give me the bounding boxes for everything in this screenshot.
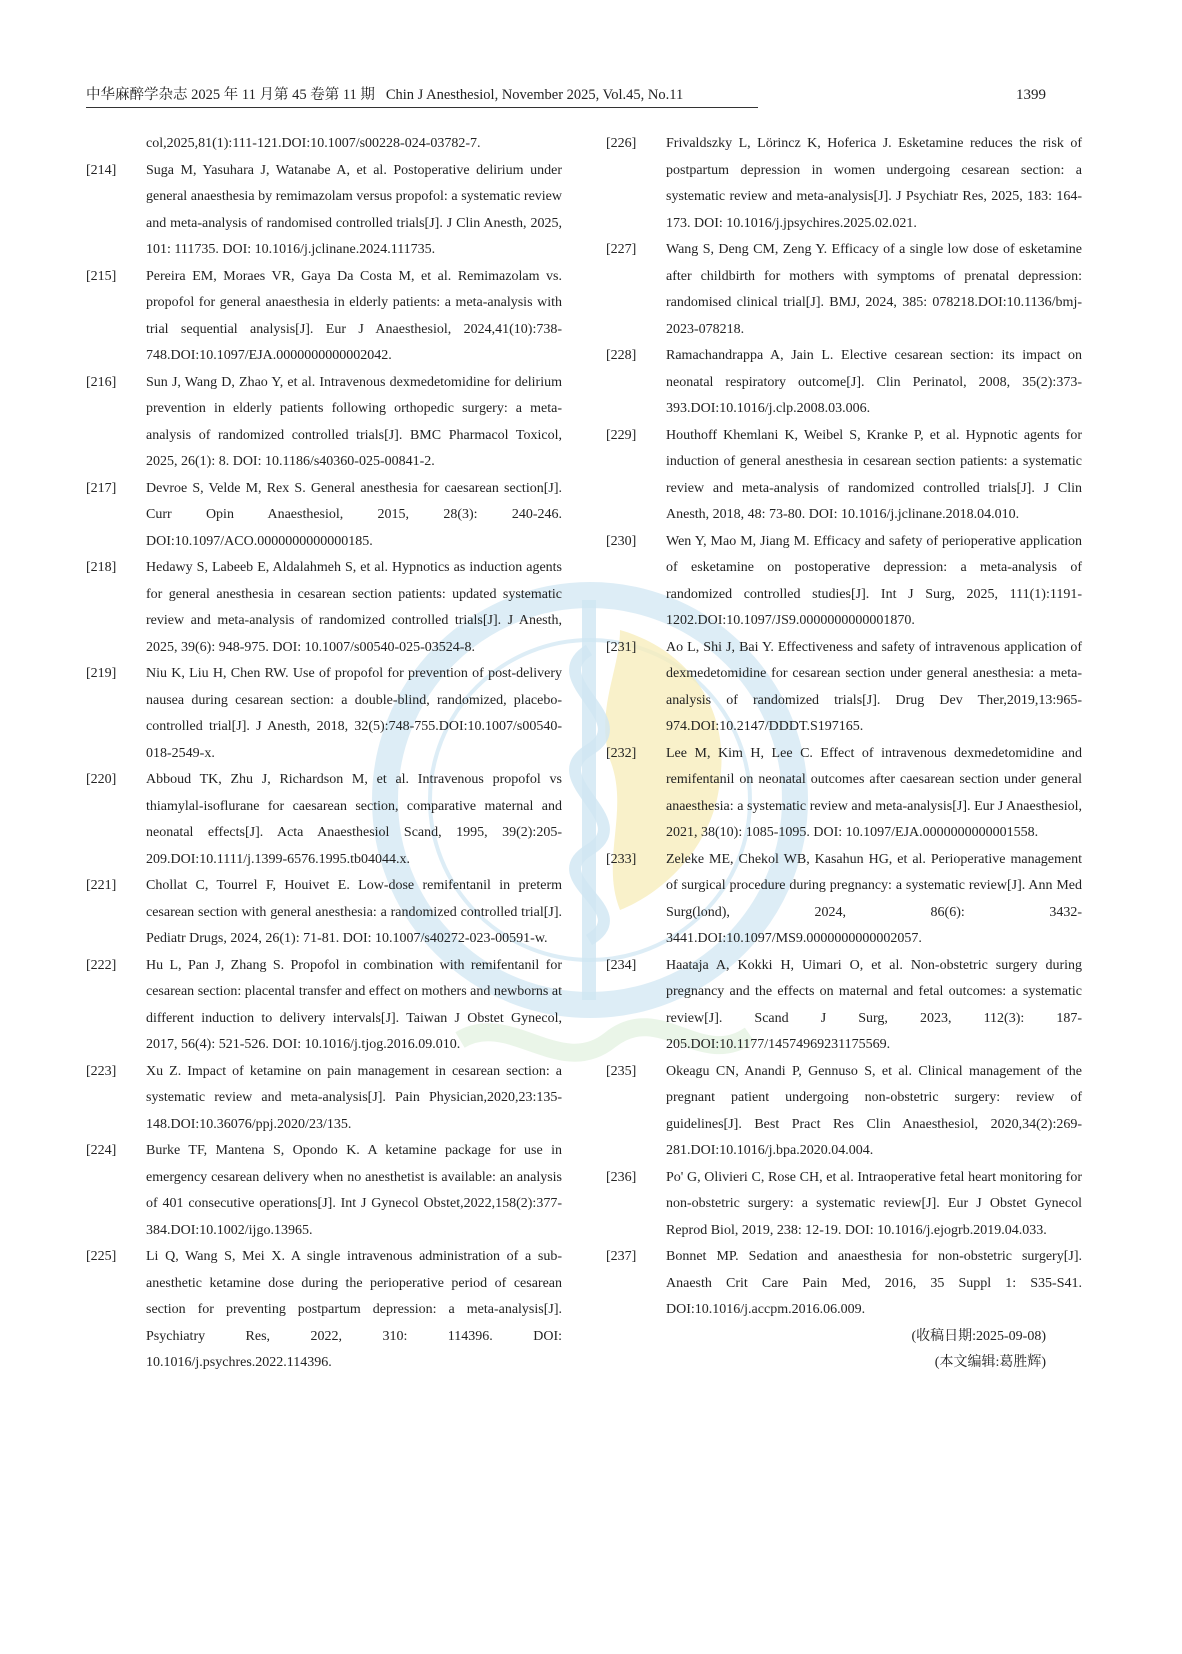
reference-number: [226] [606, 136, 637, 151]
reference-number: [225] [86, 1249, 117, 1264]
reference-item [86, 1244, 562, 1377]
reference-number: [237] [606, 1249, 637, 1264]
journal-title-cn: 中华麻醉学杂志 2025 年 11 月第 45 卷第 11 期 [86, 87, 375, 103]
reference-text: Ramachandrappa A, Jain L. Elective cesarean section: its impact on neonatal respiratory outcome[J]. Clin Perinatol, 2008, 35(2):373-393.DOI:10.1016/j.clp.2008.03.006. [666, 348, 1082, 416]
reference-text: Bonnet MP. Sedation and anaesthesia for non-obstetric surgery[J]. Anaesth Crit Care Pain Med, 2016, 35 Suppl 1: S35-S41. DOI:10.1016/j.accpm.2016.06.009. [666, 1249, 1082, 1317]
reference-text: Wen Y, Mao M, Jiang M. Efficacy and safety of perioperative application of esketamine on postoperative depression: a meta-analysis of randomized controlled studies[J]. Int J Surg, 2025, 111(1):1191-1202.DOI:10.1097/JS9.0000000000001870. [666, 533, 1082, 628]
reference-text: Hu L, Pan J, Zhang S. Propofol in combination with remifentanil for cesarean section: placental transfer and effect on mothers and newborns at different induction to delivery intervals[J]. Taiwan J Obstet Gynecol, 2017, 56(4): 521-526. DOI: 10.1016/j.tjog.2016.09.010. [146, 957, 562, 1052]
reference-number: [235] [606, 1063, 637, 1079]
references-right-column [606, 131, 1082, 1377]
reference-item [606, 423, 1082, 529]
reference-item [86, 264, 562, 370]
journal-title-en: Chin J Anesthesiol, November 2025, Vol.45, No.11 [385, 87, 684, 103]
reference-item [86, 873, 562, 953]
reference-number: [234] [606, 957, 637, 973]
reference-text: Suga M, Yasuhara J, Watanabe A, et al. Postoperative delirium under general anaesthesia by remimazolam versus propofol: a systematic review and meta-analysis of randomised controlled trials[J]. J Clin Anesth, 2025, 101: 111735. DOI: 10.1016/j.jclinane.2024.111735. [146, 162, 562, 257]
reference-number: [215] [86, 268, 117, 284]
reference-number: [227] [606, 242, 637, 257]
reference-item [606, 1244, 1082, 1324]
reference-text: Xu Z. Impact of ketamine on pain management in cesarean section: a systematic review and meta-analysis[J]. Pain Physician,2020,23:135-148.DOI:10.36076/ppj.2020/23/135. [146, 1063, 562, 1132]
reference-item [86, 555, 562, 661]
reference-text: Ao L, Shi J, Bai Y. Effectiveness and safety of intravenous application of dexmedetomidine for cesarean section under general anesthesia: a meta-analysis of randomized trials[J]. Drug Dev Ther,2019,13:965-974.DOI:10.2147/DDDT.S197165. [666, 639, 1082, 734]
reference-text: Hedawy S, Labeeb E, Aldalahmeh S, et al. Hypnotics as induction agents for general anesthesia in cesarean section patients: updated systematic review and meta-analysis of randomized controlled trials[J]. J Anesth, 2025, 39(6): 948-975. DOI: 10.1007/s00540-025-03524-8. [146, 560, 562, 655]
reference-item [606, 953, 1082, 1059]
reference-number: [229] [606, 427, 637, 443]
received-date: (收稿日期:2025-09-08) [911, 1328, 1046, 1344]
reference-number: [232] [606, 745, 637, 761]
page-header [86, 82, 1046, 108]
reference-text: Frivaldszky L, Lörincz K, Hoferica J. Esketamine reduces the risk of postpartum depression in women undergoing cesarean section: a systematic review and meta-analysis[J]. J Psychiatr Res, 2025, 183: 164-173. DOI: 10.1016/j.jpsychires.2025.02.021. [666, 136, 1082, 231]
reference-item [86, 476, 562, 556]
reference-number: [221] [86, 878, 117, 893]
reference-item [606, 741, 1082, 847]
reference-item [86, 370, 562, 476]
reference-text: Pereira EM, Moraes VR, Gaya Da Costa M, et al. Remimazolam vs. propofol for general anaesthesia in elderly patients: a meta-analysis with trial sequential analysis[J]. Eur J Anaesthesiol, 2024,41(10):738-748.DOI:10.1097/EJA.0000000000002042. [146, 268, 562, 363]
reference-text: Zeleke ME, Chekol WB, Kasahun HG, et al. Perioperative management of surgical procedure during pregnancy: a systematic review[J]. Ann Med Surg(lond), 2024, 86(6): 3432-3441.DOI:10.1097/MS9.0000000000002057. [666, 851, 1082, 946]
journal-citation [86, 82, 683, 108]
reference-number: [217] [86, 480, 117, 496]
reference-item [606, 847, 1082, 953]
page-number: 1399 [1016, 87, 1046, 103]
reference-item [86, 767, 562, 873]
reference-text: Niu K, Liu H, Chen RW. Use of propofol for prevention of post-delivery nausea during cesarean section: a double-blind, randomized, placebo-controlled trial[J]. J Anesth, 2018, 32(5):748-755.DOI:10.1007/s00540-018-2549-x. [146, 666, 562, 761]
reference-text: Chollat C, Tourrel F, Houivet E. Low-dose remifentanil in preterm cesarean section with general anesthesia: a randomized controlled trial[J]. Pediatr Drugs, 2024, 26(1): 71-81. DOI: 10.1007/s40272-023-00591-w. [146, 878, 562, 946]
reference-number: [233] [606, 851, 637, 867]
reference-number: [230] [606, 533, 637, 549]
reference-text: Abboud TK, Zhu J, Richardson M, et al. Intravenous propofol vs thiamylal-isoflurane for caesarean section, comparative maternal and neonatal effects[J]. Acta Anaesthesiol Scand, 1995, 39(2):205-209.DOI:10.1111/j.1399-6576.1995.tb04044.x. [146, 772, 562, 867]
reference-item [606, 1165, 1082, 1245]
reference-continued: col,2025,81(1):111-121.DOI:10.1007/s00228-024-03782-7. [146, 136, 481, 151]
reference-item [606, 1059, 1082, 1165]
references-left-column [86, 131, 562, 1377]
reference-number: [228] [606, 348, 637, 363]
reference-number: [224] [86, 1143, 117, 1158]
reference-number: [214] [86, 162, 117, 178]
reference-item [606, 131, 1082, 237]
reference-text: Wang S, Deng CM, Zeng Y. Efficacy of a single low dose of esketamine after childbirth for mothers with symptoms of prenatal depression: randomised clinical trial[J]. BMJ, 2024, 385: 078218.DOI:10.1136/bmj-2023-078218. [666, 242, 1082, 337]
editor-note: (本文编辑:葛胜辉) [934, 1355, 1046, 1370]
reference-text: Li Q, Wang S, Mei X. A single intravenous administration of a sub-anesthetic ketamine dose during the perioperative period of cesarean section for preventing postpartum depression: a meta-analysis[J]. Psychiatry Res, 2022, 310: 114396. DOI: 10.1016/j.psychres.2022.114396. [146, 1249, 562, 1370]
reference-text: Haataja A, Kokki H, Uimari O, et al. Non-obstetric surgery during pregnancy and the effects on maternal and fetal outcomes: a systematic review[J]. Scand J Surg, 2023, 112(3): 187-205.DOI:10.1177/14574969231175569. [666, 957, 1082, 1052]
reference-number: [222] [86, 957, 117, 973]
reference-item [86, 158, 562, 264]
reference-item [606, 635, 1082, 741]
reference-item [606, 237, 1082, 343]
reference-item [86, 953, 562, 1059]
reference-number: [236] [606, 1169, 637, 1185]
reference-item [606, 343, 1082, 423]
reference-item [606, 529, 1082, 635]
reference-item [86, 1059, 562, 1139]
reference-text: Burke TF, Mantena S, Opondo K. A ketamine package for use in emergency cesarean delivery when no anesthetist is available: an analysis of 401 consecutive operations[J]. Int J Gynecol Obstet,2022,158(2):377-384.DOI:10.1002/ijgo.13965. [146, 1143, 562, 1238]
reference-number: [218] [86, 560, 117, 575]
reference-text: Houthoff Khemlani K, Weibel S, Kranke P, et al. Hypnotic agents for induction of general anesthesia in cesarean section patients: a systematic review and meta-analysis of randomized controlled trials[J]. J Clin Anesth, 2018, 48: 73-80. DOI: 10.1016/j.jclinane.2018.04.010. [666, 427, 1082, 522]
reference-text: Po' G, Olivieri C, Rose CH, et al. Intraoperative fetal heart monitoring for non-obstetric surgery: a systematic review[J]. Eur J Obstet Gynecol Reprod Biol, 2019, 238: 12-19. DOI: 10.1016/j.ejogrb.2019.04.033. [666, 1169, 1082, 1238]
header-rule [86, 107, 758, 108]
reference-text: Devroe S, Velde M, Rex S. General anesthesia for caesarean section[J]. Curr Opin Anaesthesiol, 2015, 28(3): 240-246. DOI:10.1097/ACO.0000000000000185. [146, 480, 562, 549]
reference-number: [216] [86, 374, 117, 390]
reference-number: [231] [606, 639, 637, 655]
reference-item [86, 661, 562, 767]
reference-number: [223] [86, 1063, 117, 1079]
reference-text: Lee M, Kim H, Lee C. Effect of intravenous dexmedetomidine and remifentanil on neonatal outcomes after caesarean section under general anaesthesia: a systematic review and meta-analysis[J]. Eur J Anaesthesiol, 2021, 38(10): 1085-1095. DOI: 10.1097/EJA.0000000000001558. [666, 745, 1082, 840]
reference-number: [220] [86, 772, 117, 787]
reference-number: [219] [86, 666, 117, 681]
reference-item [86, 1138, 562, 1244]
reference-text: Sun J, Wang D, Zhao Y, et al. Intravenous dexmedetomidine for delirium prevention in elderly patients following orthopedic surgery: a meta-analysis of randomized controlled trials[J]. BMC Pharmacol Toxicol, 2025, 26(1): 8. DOI: 10.1186/s40360-025-00841-2. [146, 374, 562, 469]
reference-text: Okeagu CN, Anandi P, Gennuso S, et al. Clinical management of the pregnant patient undergoing non-obstetric surgery: review of guidelines[J]. Best Pract Res Clin Anaesthesiol, 2020,34(2):269-281.DOI:10.1016/j.bpa.2020.04.004. [666, 1063, 1082, 1158]
